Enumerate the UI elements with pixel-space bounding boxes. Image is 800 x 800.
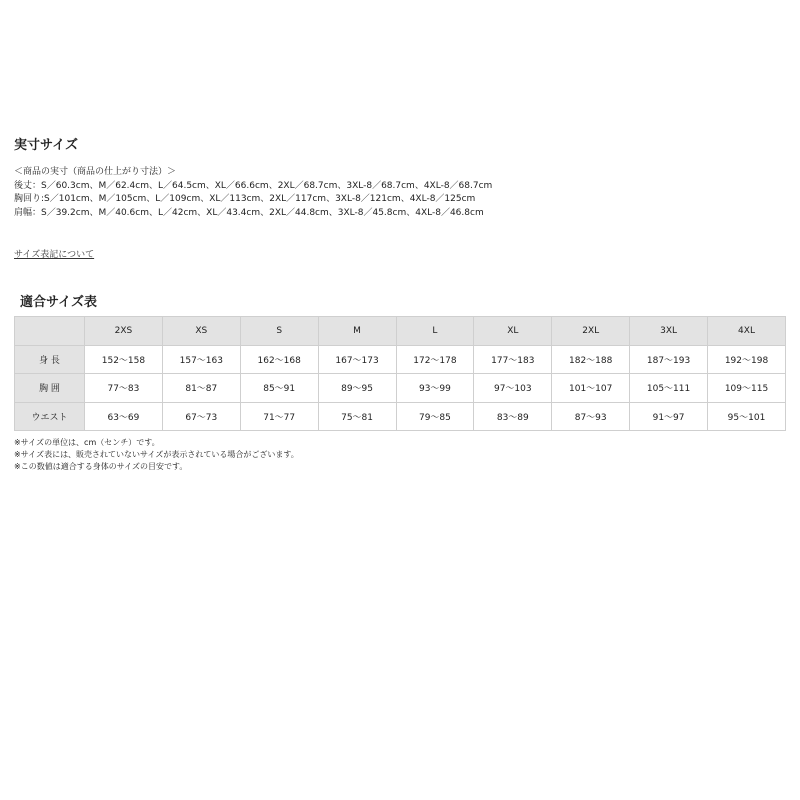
fit-size-table-title: 適合サイズ表 (20, 295, 97, 310)
column-header: L (396, 317, 474, 346)
table-cell: 187〜193 (630, 345, 708, 374)
table-cell: 91〜97 (630, 402, 708, 431)
spec-back-length: 後丈：S／60.3cm、M／62.4cm、L／64.5cm、XL／66.6cm、2XL／68.7cm、3XL-8／68.7cm、4XL-8／68.7cm (14, 180, 493, 191)
table-cell: 177〜183 (474, 345, 552, 374)
table-cell: 83〜89 (474, 402, 552, 431)
spec-chest: 胸回り:S／101cm、M／105cm、L／109cm、XL／113cm、2XL／117cm、3XL-8／121cm、4XL-8／125cm (14, 194, 476, 204)
column-header: XL (474, 317, 552, 346)
actual-size-spec (14, 166, 492, 220)
note-unavailable-sizes: ※サイズ表には、販売されていないサイズが表示されている場合がございます。 (14, 450, 299, 459)
table-cell: 71〜77 (240, 402, 318, 431)
row-header: 胸 囲 (15, 374, 85, 403)
table-cell: 77〜83 (85, 374, 163, 403)
column-header: M (318, 317, 396, 346)
table-cell: 95〜101 (708, 402, 786, 431)
table-cell: 79〜85 (396, 402, 474, 431)
spec-shoulder: 肩幅：S／39.2cm、M／40.6cm、L／42cm、XL／43.4cm、2XL／44.8cm、3XL-8／45.8cm、4XL-8／46.8cm (14, 207, 484, 218)
table-cell: 182〜188 (552, 345, 630, 374)
table-cell: 109〜115 (708, 374, 786, 403)
spec-heading: ＜商品の実寸（商品の仕上がり寸法）＞ (14, 167, 177, 177)
table-cell: 85〜91 (240, 374, 318, 403)
column-header: 2XS (85, 317, 163, 346)
table-cell: 101〜107 (552, 374, 630, 403)
note-unit: ※サイズの単位は、cm（センチ）です。 (14, 438, 160, 447)
table-cell: 63〜69 (85, 402, 163, 431)
table-header-row (15, 317, 786, 346)
table-cell: 87〜93 (552, 402, 630, 431)
table-row (15, 374, 786, 403)
table-cell: 172〜178 (396, 345, 474, 374)
column-header: 3XL (630, 317, 708, 346)
table-corner-cell (15, 317, 85, 346)
size-notes (14, 437, 299, 473)
table-cell: 93〜99 (396, 374, 474, 403)
column-header: 4XL (708, 317, 786, 346)
fit-size-table (14, 316, 786, 431)
column-header: XS (162, 317, 240, 346)
table-row (15, 402, 786, 431)
size-notation-link[interactable]: サイズ表記について (14, 250, 95, 260)
table-cell: 192〜198 (708, 345, 786, 374)
table-cell: 81〜87 (162, 374, 240, 403)
table-cell: 152〜158 (85, 345, 163, 374)
table-cell: 157〜163 (162, 345, 240, 374)
table-cell: 105〜111 (630, 374, 708, 403)
table-row (15, 345, 786, 374)
table-cell: 75〜81 (318, 402, 396, 431)
note-guideline: ※この数値は適合する身体のサイズの目安です。 (14, 462, 188, 471)
table-cell: 97〜103 (474, 374, 552, 403)
table-cell: 67〜73 (162, 402, 240, 431)
actual-size-title: 実寸サイズ (14, 138, 78, 153)
column-header: S (240, 317, 318, 346)
table-cell: 167〜173 (318, 345, 396, 374)
table-cell: 162〜168 (240, 345, 318, 374)
column-header: 2XL (552, 317, 630, 346)
row-header: 身 長 (15, 345, 85, 374)
table-cell: 89〜95 (318, 374, 396, 403)
row-header: ウエスト (15, 402, 85, 431)
